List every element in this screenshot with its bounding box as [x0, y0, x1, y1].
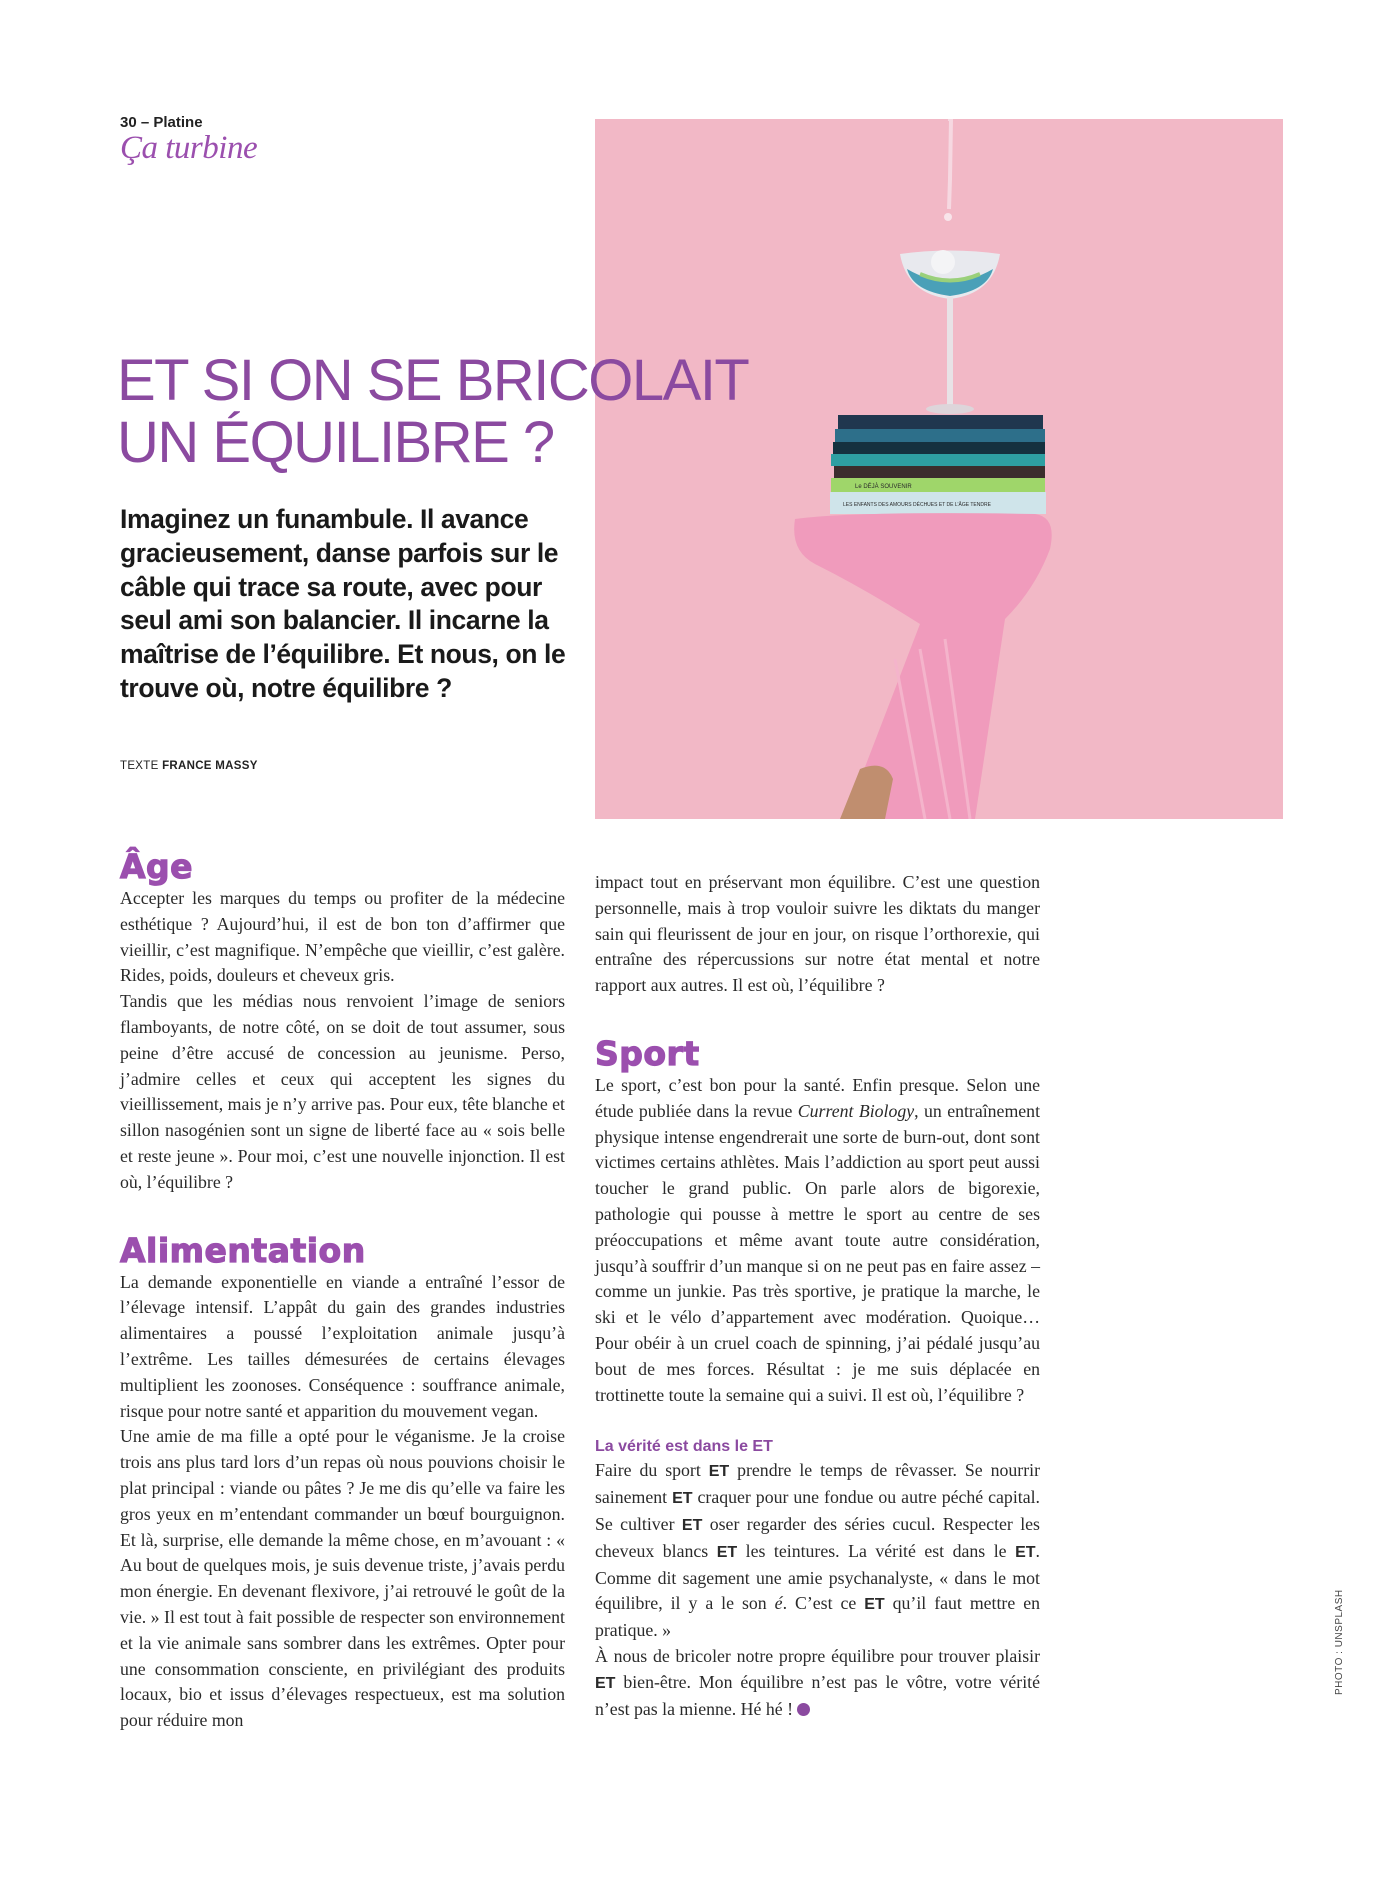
section-paragraph: La demande exponentielle en viande a entraîné l’essor de l’élevage intensif. L’appât du gain des grandes industries alimentaires a poussé l’exploitation animale jusqu’à l’extrême. Les tailles démesurées de certains élevages multiplient les zoonoses. Conséquence : souffrance animale, risque pour notre santé et apparition du mouvement vegan.	[120, 1271, 565, 1421]
text-run: les teintures. La vérité est dans le	[737, 1540, 1016, 1561]
article-headline	[117, 350, 748, 474]
text-run: craquer pour une fondue ou autre péché capital. Se cultiver	[595, 1487, 1040, 1534]
sound-letter: é	[774, 1593, 783, 1614]
text-run: Faire du sport	[595, 1460, 709, 1481]
page-folio	[120, 114, 203, 131]
journal-name: Current Biology	[797, 1100, 915, 1121]
section-paragraph: Accepter les marques du temps ou profiter de la médecine esthétique ? Aujourd’hui, il est de bon ton d’affirmer que vieillir, c’est magnifique. N’empêche que vieillir, c’est galère. Rides, poids, douleurs et cheveux gris.	[120, 888, 565, 986]
text-run: . Comme dit sagement une amie psychanalyste, « dans le mot équilibre, il y a le son	[595, 1540, 1040, 1614]
headline-line: ET SI ON SE BRICOLAIT	[117, 348, 749, 413]
folio-separator: –	[136, 114, 154, 131]
et-emphasis: ET	[681, 1516, 703, 1534]
section-paragraph: Tandis que les médias nous renvoient l’image de seniors flamboyants, de notre côté, on se doit de tout assumer, sous peine d’être accusé de concession au jeunisme. Perso, j’admire celles et ceux qui acceptent les signes du vieillissement, mais je n’y arrive pas. Pour eux, tête blanche et sillon nasogénien sont un signe de liberté face au « sois belle et reste jeune ». Pour moi, c’est une nouvelle injonction. Il est où, l’équilibre ?	[120, 991, 565, 1192]
book-stack	[830, 415, 1046, 514]
subsection-title-verite: La vérité est dans le ET	[595, 1438, 773, 1456]
magazine-name: Platine	[153, 114, 203, 131]
byline-label: TEXTE	[120, 760, 163, 772]
text-run: oser regarder des séries cucul. Respecter les cheveux blancs	[595, 1513, 1040, 1561]
text-run: Le sport, c’est bon pour la santé. Enfin presque. Selon une étude publiée dans la revue	[595, 1074, 1040, 1121]
section-title-alimentation: Alimentation	[120, 1230, 366, 1270]
book-spine-label: LES ENFANTS DES AMOURS DÉCHUES ET DE L’ÂGE TENDRE	[843, 502, 991, 508]
et-emphasis: ET	[595, 1674, 616, 1692]
section-title-sport: Sport	[595, 1033, 700, 1073]
section-title-age: Âge	[120, 847, 194, 886]
article-lede: Imaginez un funambule. Il avance gracieusement, danse parfois sur le câble qui trace sa route, avec pour seul ami son balancier. Il incarne la maîtrise de l’équilibre. Et nous, on le trouve où, notre équilibre ?	[120, 504, 566, 703]
column-left	[120, 848, 565, 1734]
section-paragraph	[595, 1073, 1040, 1408]
section-paragraph	[595, 1644, 1040, 1722]
text-run: À nous de bricoler notre propre équilibre pour trouver plaisir	[595, 1645, 1040, 1666]
headline-line: UN ÉQUILIBRE ?	[117, 410, 554, 475]
et-emphasis: ET	[708, 1463, 730, 1481]
column-right	[595, 870, 1040, 1722]
et-emphasis: ET	[1015, 1543, 1036, 1561]
photo-credit: PHOTO : UNSPLASH	[1334, 1589, 1345, 1695]
et-emphasis: ET	[672, 1490, 693, 1508]
text-run: , un entraînement physique intense engendrerait une sorte de burn-out, dont sont victimes certains athlètes. Mais l’addiction au sport peut aussi toucher le grand public. On parle alors de bigorexie, pathologie qui pousse à mettre le sport au centre de ses préoccupations et même avant toute autre considération, jusqu’à souffrir d’un manque si on ne peut pas en faire assez – comme un junkie. Pas très sportive, je pratique la marche, le ski et le vélo d’appartement avec modération. Quoique… Pour obéir à un cruel coach de spinning, j’ai pédalé jusqu’au bout de mes forces. Résultat : je me suis déplacée en trottinette toute la semaine qui a suivi. Il est où, l’équilibre ?	[595, 1100, 1041, 1405]
text-run: bien-être. Mon équilibre n’est pas le vôtre, votre vérité n’est pas la mienne. Hé hé !	[595, 1671, 1040, 1719]
et-emphasis: ET	[716, 1543, 738, 1561]
byline	[120, 760, 258, 772]
text-run: qu’il faut mettre en pratique. »	[595, 1593, 1040, 1641]
text-run: . C’est ce	[782, 1593, 865, 1614]
page-number: 30	[120, 114, 137, 131]
end-mark-icon	[797, 1703, 810, 1716]
rubric-title: Ça turbine	[120, 130, 258, 166]
section-paragraph-continued: impact tout en préservant mon équilibre. C’est une question personnelle, mais à trop vouloir suivre les diktats du manger sain qui fleurissent de jour en jour, on risque l’orthorexie, qui entraîne des répercussions sur notre état mental et notre rapport aux autres. Il est où, l’équilibre ?	[595, 872, 1040, 996]
text-run: prendre le temps de rêvasser. Se nourrir sainement	[595, 1460, 1040, 1508]
section-paragraph	[595, 1458, 1040, 1644]
book-spine-label: Le DÉJÀ SOUVENIR	[855, 484, 912, 490]
section-paragraph: Une amie de ma fille a opté pour le véganisme. Je la croise trois ans plus tard lors d’un repas où nous pouvions choisir le plat principal : viande ou pâtes ? Je me dis qu’elle va faire les gros yeux en m’entendant commander un bœuf bourguignon. Et là, surprise, elle demande la même chose, en m’avouant : « Au bout de quelques mois, je suis devenue triste, j’avais perdu mon énergie. En devenant flexivore, j’ai retrouvé le goût de la vie. » Il est tout à fait possible de respecter son environnement et la vie animale sans sombrer dans les extrêmes. Opter pour une consommation consciente, en privilégiant des produits locaux, bio et issus d’élevages respectueux, est ma solution pour réduire mon	[120, 1426, 565, 1731]
et-emphasis: ET	[864, 1596, 885, 1614]
byline-author: FRANCE MASSY	[162, 760, 258, 772]
